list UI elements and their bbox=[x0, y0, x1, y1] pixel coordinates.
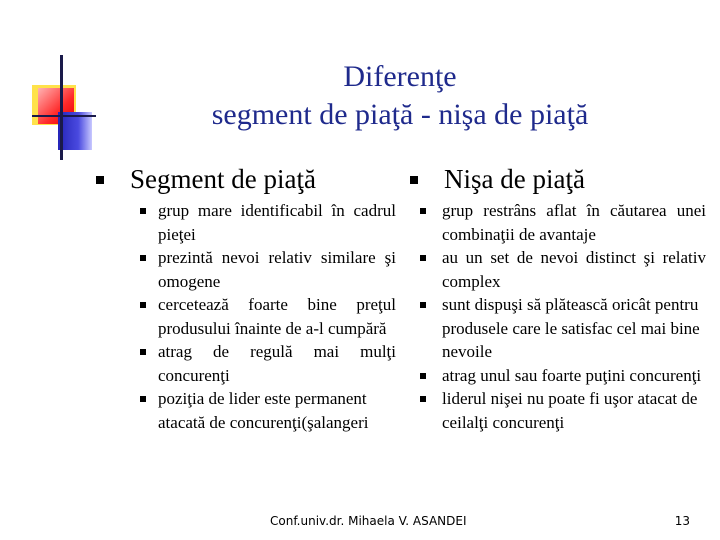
list-item bbox=[410, 199, 706, 246]
list-item-text: sunt dispuşi să plătească oricât pentru produsele care le satisfac cel mai bine nevoile bbox=[442, 295, 700, 361]
list-item bbox=[410, 364, 706, 388]
segment-heading-text: Segment de piaţă bbox=[130, 164, 316, 194]
list-item-text: liderul nişei nu poate fi uşor atacat de ceilalţi concurenţi bbox=[442, 389, 698, 432]
list-item bbox=[410, 293, 706, 364]
title-line-2: segment de piaţă - nişa de piaţă bbox=[211, 98, 589, 131]
list-item-text: grup restrâns aflat în căutarea unei combinaţii de avantaje bbox=[442, 201, 706, 244]
square-bullet-icon bbox=[140, 396, 146, 402]
list-item-text: atrag de regulă mai mulţi concurenţi bbox=[158, 342, 396, 385]
list-item bbox=[96, 340, 396, 387]
list-item-text: atrag unul sau foarte puţini concurenţi bbox=[442, 365, 702, 385]
list-item-text: au un set de nevoi distinct şi relativ complex bbox=[442, 248, 706, 291]
page-number: 13 bbox=[674, 514, 690, 528]
list-item-text: poziţia de lider este permanent atacată de concurenţi(şalangeri bbox=[158, 389, 369, 432]
logo-vertical-line bbox=[60, 55, 63, 160]
nisa-list bbox=[410, 199, 706, 434]
segment-heading bbox=[96, 162, 396, 198]
square-bullet-icon bbox=[420, 302, 426, 308]
list-item bbox=[96, 293, 396, 340]
list-item bbox=[410, 246, 706, 293]
logo-horizontal-line bbox=[32, 115, 96, 117]
square-bullet-icon bbox=[140, 349, 146, 355]
square-bullet-icon bbox=[140, 302, 146, 308]
list-item-text: prezintă nevoi relativ similare şi omogene bbox=[158, 248, 396, 291]
square-bullet-icon bbox=[140, 255, 146, 261]
list-item-text: grup mare identificabil în cadrul pieţei bbox=[158, 201, 396, 244]
segment-list bbox=[96, 199, 396, 434]
square-bullet-icon bbox=[96, 176, 104, 184]
logo-blue-square bbox=[58, 112, 92, 150]
square-bullet-icon bbox=[140, 208, 146, 214]
nisa-heading-text: Nişa de piaţă bbox=[444, 164, 585, 194]
square-bullet-icon bbox=[420, 373, 426, 379]
list-item-text: cercetează foarte bine preţul produsului înainte de a-l cumpără bbox=[158, 295, 396, 338]
square-bullet-icon bbox=[420, 255, 426, 261]
title-line-1: Diferenţe bbox=[343, 60, 457, 93]
square-bullet-icon bbox=[410, 176, 418, 184]
nisa-column bbox=[410, 162, 706, 434]
slide-title bbox=[180, 58, 620, 134]
square-bullet-icon bbox=[420, 396, 426, 402]
list-item bbox=[96, 199, 396, 246]
segment-column bbox=[96, 162, 396, 434]
footer-author: Conf.univ.dr. Mihaela V. ASANDEI bbox=[270, 514, 467, 528]
list-item bbox=[96, 246, 396, 293]
nisa-heading bbox=[410, 162, 706, 198]
square-bullet-icon bbox=[420, 208, 426, 214]
list-item bbox=[410, 387, 706, 434]
list-item bbox=[96, 387, 396, 434]
